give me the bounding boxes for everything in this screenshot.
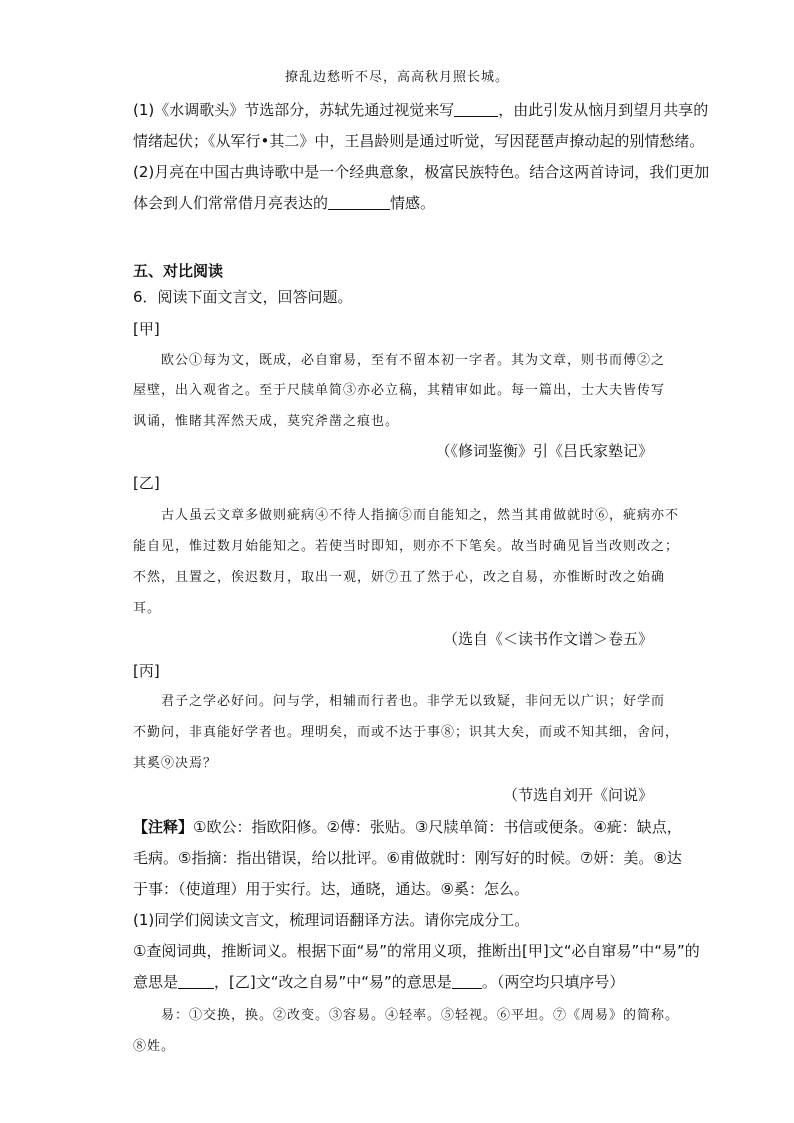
passage-jia-source: （《修词鉴衡》引《吕氏家塾记》 (435, 442, 653, 460)
question-6: 6．阅读下面文言文，回答问题。 (133, 288, 353, 306)
q2-text-a: 体会到人们常常借月亮表达的 (133, 194, 329, 212)
answer-blank (452, 974, 482, 989)
definition-line: ⑧姓。 (133, 1039, 176, 1054)
passage-bing-source: （节选自刘开《问说》 (502, 786, 653, 804)
notes-line: 于事：（使道理）用于实行。达，通晓，通达。⑨奚：怎么。 (133, 880, 529, 898)
answer-blank (178, 974, 214, 989)
notes-line: 毛病。⑤指摘：指出错误，给以批评。⑥甫做就时：刚写好的时候。⑦妍：美。⑧达 (133, 849, 682, 867)
notes-line (133, 816, 733, 837)
passage-yi-line: 能自见，惟过数月始能知之。若使当时即知，则亦不下笔矣。故当时确见旨当改则改之； (133, 539, 680, 554)
task-1-cont (133, 971, 733, 992)
task-1: ①查阅词典，推断词义。根据下面“易”的常用义项，推断出[甲]文“必自窜易”中“易”的 (133, 942, 700, 960)
task-1-text-a: 意思是 (133, 973, 179, 991)
task-1-text-b: ，[乙]文“改之自易”中“易”的意思是 (214, 973, 452, 991)
section-heading: 五、对比阅读 (133, 262, 224, 280)
question-2-cont (133, 192, 733, 213)
sub-question-1: (1)同学们阅读文言文，梳理词语翻译方法。请你完成分工。 (133, 911, 530, 929)
passage-bing-line: 不勤问，非真能好学者也。理明矣，而或不达于事⑧；识其大矣，而或不知其细，舍问， (133, 725, 680, 740)
passage-jia-line: 讽诵，惟睹其浑然天成，莫究斧凿之痕也。 (133, 414, 400, 429)
passage-jia-line: 屋壁，出入观省之。至于尺牍单简③亦必立稿，其精审如此。每一篇出，士大夫皆传写 (133, 383, 666, 398)
passage-yi-line: 古人虽云文章多做则疵病④不待人指摘⑤而自能知之，然当其甫做就时⑥，疵病亦不 (161, 508, 680, 523)
notes-label: 【注释】 (133, 818, 194, 836)
passage-yi-line: 不然，且置之，俟迟数月，取出一观，妍⑦丑了然于心，改之自易，亦惟断时改之始确 (133, 570, 666, 585)
passage-yi-line: 耳。 (133, 601, 162, 616)
question-1 (133, 99, 733, 120)
passage-label-jia: [甲] (133, 320, 160, 338)
passage-yi-source: （选自《＜读书作文谱＞卷五》 (442, 630, 653, 648)
passage-label-bing: [丙] (133, 662, 160, 680)
passage-label-yi: [乙] (133, 474, 160, 492)
answer-blank (328, 195, 390, 210)
q1-text-b: ，由此引发从恼月到望月共享的 (498, 101, 709, 119)
answer-blank (454, 102, 498, 117)
passage-jia-line: 欧公①每为文，既成，必自窜易，至有不留本初一字者。其为文章，则书而傅②之 (161, 353, 666, 368)
passage-bing-line: 君子之学必好问。问与学，相辅而行者也。非学无以致疑，非问无以广识；好学而 (161, 694, 666, 709)
question-2: (2)月亮在中国古典诗歌中是一个经典意象，极富民族特色。结合这两首诗词，我们更加 (133, 163, 710, 181)
definition-line: 易：①交换，换。②改变。③容易。④轻率。⑤轻视。⑥平坦。⑦《周易》的简称。 (161, 1008, 680, 1023)
task-1-text-c: 。（两空均只填序号） (481, 973, 625, 991)
question-1-cont: 情绪起伏；《从军行•其二》中，王昌龄则是通过听觉，写因琵琶声撩动起的别情愁绪。 (133, 132, 705, 150)
q1-text-a: (1)《水调歌头》节选部分，苏轼先通过视觉来写 (133, 101, 455, 119)
notes-text: ①欧公：指欧阳修。②傅：张贴。③尺牍单简：书信或便条。④疵：缺点， (193, 818, 682, 836)
poem-line: 撩乱边愁听不尽，高高秋月照长城。 (284, 70, 509, 85)
passage-bing-line: 其奚⑨决焉？ (133, 756, 218, 771)
q2-text-b: 情感。 (390, 194, 436, 212)
